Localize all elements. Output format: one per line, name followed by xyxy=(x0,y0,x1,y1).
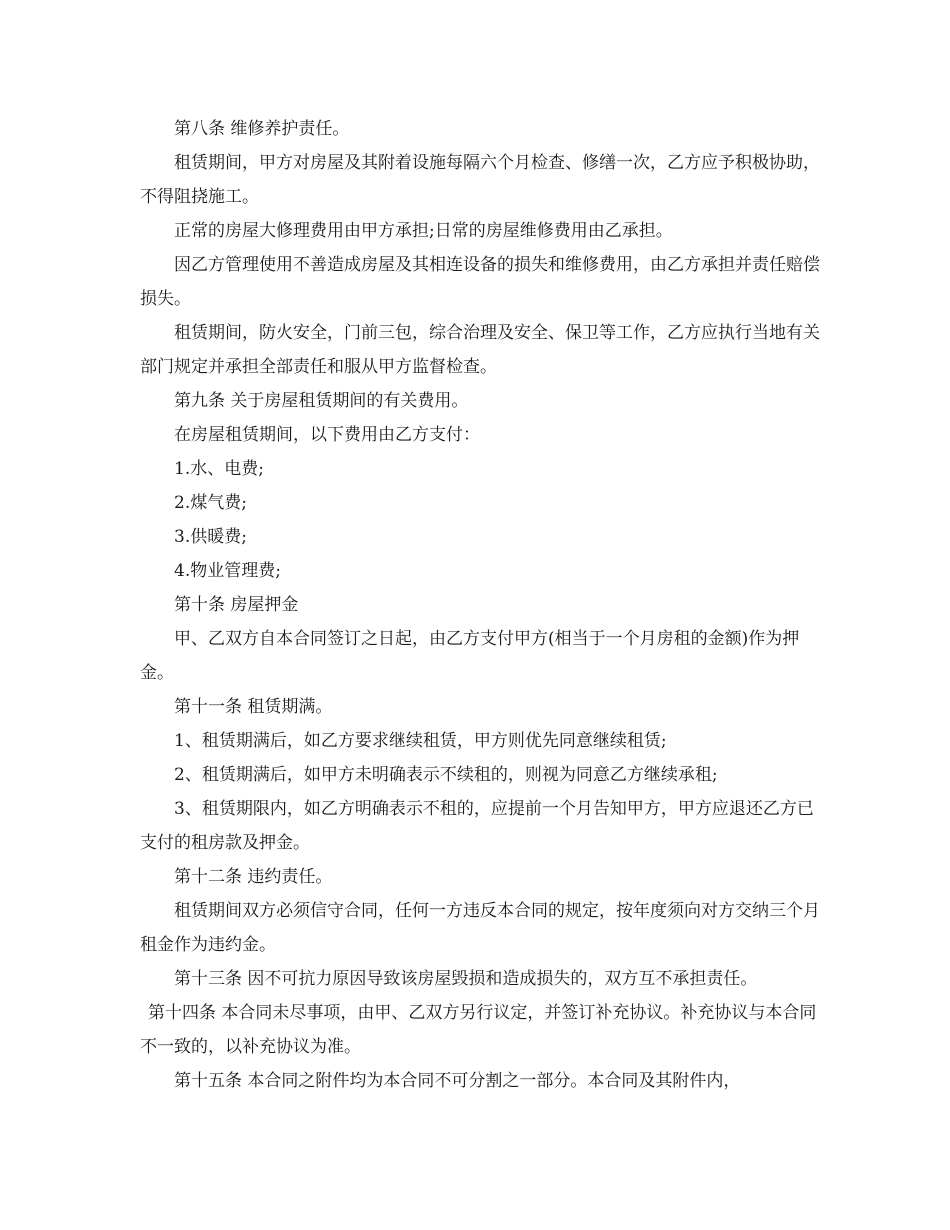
article-10-heading: 第十条 房屋押金 xyxy=(174,595,299,615)
article-8-clause-safety: 租赁期间，防火安全，门前三包，综合治理及安全、保卫等工作，乙方应执行当地有关部门规定并承担全部责任和服从甲方监督检查。 xyxy=(140,323,820,377)
fee-item-utilities: 1.水、电费; xyxy=(174,459,264,479)
article-12-heading: 第十二条 违约责任。 xyxy=(174,867,333,887)
article-9-intro: 在房屋租赁期间，以下费用由乙方支付： xyxy=(174,425,480,445)
article-8-clause-damage: 因乙方管理使用不善造成房屋及其相连设备的损失和维修费用，由乙方承担并责任赔偿损失。 xyxy=(140,255,820,309)
article-8-heading: 第八条 维修养护责任。 xyxy=(174,119,350,139)
article-11-heading: 第十一条 租赁期满。 xyxy=(174,697,333,717)
article-14: 第十四条 本合同未尽事项，由甲、乙双方另行议定，并签订补充协议。补充协议与本合同不一致的，以补充协议为准。 xyxy=(140,1003,817,1057)
article-12-penalty: 租赁期间双方必须信守合同，任何一方违反本合同的规定，按年度须向对方交纳三个月租金作为违约金。 xyxy=(140,901,820,955)
document-body xyxy=(140,112,820,1098)
article-9-heading: 第九条 关于房屋租赁期间的有关费用。 xyxy=(174,391,469,411)
article-11-clause-1: 1、租赁期满后，如乙方要求继续租赁，甲方则优先同意继续租赁; xyxy=(174,731,667,751)
article-13: 第十三条 因不可抗力原因导致该房屋毁损和造成损失的，双方互不承担责任。 xyxy=(174,969,758,989)
article-10-deposit: 甲、乙双方自本合同签订之日起，由乙方支付甲方(相当于一个月房租的金额)作为押金。 xyxy=(140,629,800,683)
article-11-clause-2: 2、租赁期满后，如甲方未明确表示不续租的，则视为同意乙方继续承租; xyxy=(174,765,718,785)
fee-item-heating: 3.供暖费; xyxy=(174,527,247,547)
article-8-clause-repair-costs: 正常的房屋大修理费用由甲方承担;日常的房屋维修费用由乙承担。 xyxy=(174,221,673,241)
fee-item-property-management: 4.物业管理费; xyxy=(174,561,281,581)
article-8-clause-inspection: 租赁期间，甲方对房屋及其附着设施每隔六个月检查、修缮一次，乙方应予积极协助，不得阻挠施工。 xyxy=(140,153,820,207)
fee-item-gas: 2.煤气费; xyxy=(174,493,247,513)
article-15: 第十五条 本合同之附件均为本合同不可分割之一部分。本合同及其附件内， xyxy=(174,1071,741,1091)
article-11-clause-3: 3、租赁期限内，如乙方明确表示不租的，应提前一个月告知甲方，甲方应退还乙方已支付的租房款及押金。 xyxy=(140,799,814,853)
